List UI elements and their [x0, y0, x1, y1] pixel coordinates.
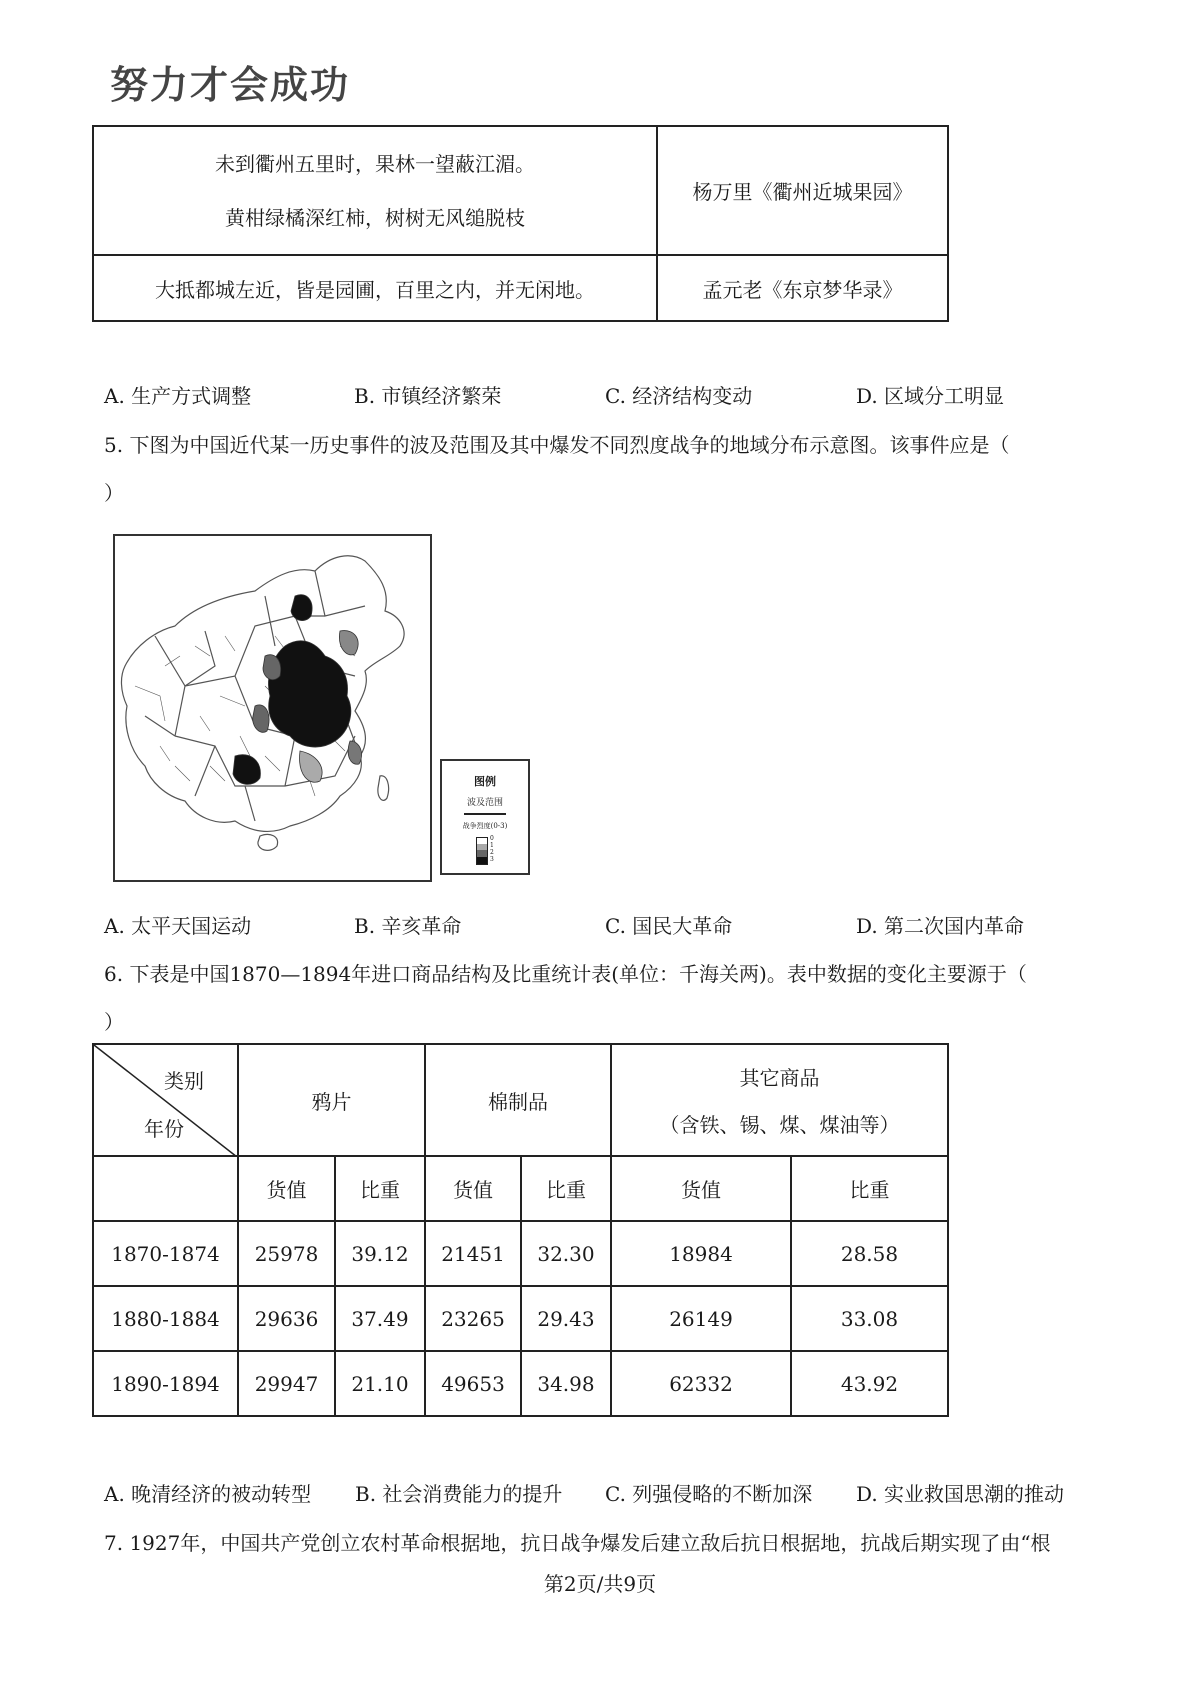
- q7-stem: 7. 1927年，中国共产党创立农村革命根据地，抗日战争爆发后建立敌后抗日根据地，抗战后期实现了由“根: [104, 1531, 1051, 1555]
- page-header-title: 努力才会成功: [110, 63, 351, 107]
- header-cotton: 棉制品: [425, 1044, 611, 1156]
- subheader-blank: [93, 1156, 238, 1221]
- legend-scale-2: 2: [490, 849, 494, 856]
- q6-stem: 6. 下表是中国1870—1894年进口商品结构及比重统计表(单位：千海关两)。表中数据的变化主要源于（: [104, 962, 1027, 986]
- q4-option-a: A. 生产方式调整: [104, 384, 252, 408]
- subheader-value: 货值: [611, 1156, 791, 1221]
- year-cell: 1890-1894: [93, 1351, 238, 1416]
- subheader-value: 货值: [238, 1156, 335, 1221]
- subheader-share: 比重: [335, 1156, 425, 1221]
- year-cell: 1870-1874: [93, 1221, 238, 1286]
- table-row: [93, 1221, 948, 1286]
- q6-option-b: B. 社会消费能力的提升: [355, 1482, 563, 1506]
- china-map-figure: [113, 534, 432, 882]
- corner-header-cell: [93, 1044, 238, 1156]
- legend-intensity-scale: [476, 837, 488, 865]
- table-row: [93, 1286, 948, 1351]
- legend-scale-1: 1: [490, 842, 494, 849]
- import-statistics-table: [92, 1043, 949, 1417]
- legend-swatch: [477, 850, 487, 857]
- table-row: [93, 1351, 948, 1416]
- page-footer: 第2页/共9页: [543, 1572, 657, 1596]
- data-cell: 21.10: [335, 1351, 425, 1416]
- q5-stem-end: ）: [104, 481, 124, 505]
- subheader-share: 比重: [521, 1156, 611, 1221]
- poem-line: 黄柑绿橘深红柿，树树无风缒脱枝: [225, 205, 525, 230]
- header-opium: 鸦片: [238, 1044, 425, 1156]
- poem-cell: [93, 255, 657, 321]
- data-cell: 28.58: [791, 1221, 948, 1286]
- q6-option-c: C. 列强侵略的不断加深: [605, 1482, 813, 1506]
- q5-option-b: B. 辛亥革命: [354, 914, 462, 938]
- china-map-svg: [115, 536, 430, 880]
- data-cell: 34.98: [521, 1351, 611, 1416]
- poem-source: 杨万里《衢州近城果园》: [657, 126, 948, 255]
- year-cell: 1880-1884: [93, 1286, 238, 1351]
- data-cell: 21451: [425, 1221, 521, 1286]
- hainan-island: [258, 834, 278, 850]
- q4-option-c: C. 经济结构变动: [605, 384, 753, 408]
- legend-scale-3: 3: [490, 856, 494, 863]
- legend-range-line: [464, 813, 506, 815]
- q5-option-c: C. 国民大革命: [605, 914, 733, 938]
- intensity-3-region: [233, 755, 260, 785]
- q5-option-a: A. 太平天国运动: [104, 914, 252, 938]
- intensity-3-region: [291, 595, 312, 621]
- legend-scale-labels: [490, 835, 494, 863]
- q4-option-d: D. 区域分工明显: [856, 384, 1005, 408]
- data-cell: 23265: [425, 1286, 521, 1351]
- data-cell: 33.08: [791, 1286, 948, 1351]
- legend-swatch: [477, 857, 487, 864]
- data-cell: 62332: [611, 1351, 791, 1416]
- data-cell: 29.43: [521, 1286, 611, 1351]
- poem-cell: [93, 126, 657, 255]
- intensity-2-region: [253, 705, 269, 732]
- data-cell: 25978: [238, 1221, 335, 1286]
- legend-scale-0: 0: [490, 835, 494, 842]
- legend-range-label: 波及范围: [466, 798, 503, 808]
- intensity-1-region: [300, 751, 322, 782]
- legend-title: 图例: [474, 775, 496, 788]
- poem-line: 未到衢州五里时，果林一望蔽江湄。: [215, 151, 535, 176]
- map-legend: [440, 759, 530, 875]
- country-outline: [121, 556, 404, 832]
- data-cell: 29636: [238, 1286, 335, 1351]
- header-other-goods-note: （含铁、锡、煤、煤油等）: [659, 1113, 900, 1137]
- header-other-goods-title: 其它商品: [739, 1066, 820, 1090]
- data-cell: 43.92: [791, 1351, 948, 1416]
- data-cell: 18984: [611, 1221, 791, 1286]
- q5-option-d: D. 第二次国内革命: [856, 914, 1025, 938]
- subheader-share: 比重: [791, 1156, 948, 1221]
- q4-option-b: B. 市镇经济繁荣: [354, 384, 502, 408]
- intensity-2-region: [339, 631, 358, 655]
- subheader-value: 货值: [425, 1156, 521, 1221]
- taiwan-island: [378, 776, 389, 801]
- data-cell: 39.12: [335, 1221, 425, 1286]
- legend-intensity-label: 战争烈度(0-3): [462, 822, 508, 830]
- data-cell: 26149: [611, 1286, 791, 1351]
- poem-source: 孟元老《东京梦华录》: [657, 255, 948, 321]
- corner-header-bottom: 年份: [144, 1117, 184, 1141]
- data-cell: 49653: [425, 1351, 521, 1416]
- intensity-3-region: [268, 641, 350, 747]
- q6-option-d: D. 实业救国思潮的推动: [856, 1482, 1065, 1506]
- data-cell: 37.49: [335, 1286, 425, 1351]
- poem-line: 大抵都城左近，皆是园圃，百里之内，并无闲地。: [155, 277, 595, 302]
- q6-stem-end: ）: [104, 1010, 124, 1034]
- data-cell: 32.30: [521, 1221, 611, 1286]
- intensity-2-region: [348, 741, 361, 764]
- corner-header-top: 类别: [164, 1069, 204, 1093]
- q5-stem: 5. 下图为中国近代某一历史事件的波及范围及其中爆发不同烈度战争的地域分布示意图。该事件应是（: [104, 433, 1010, 457]
- q6-option-a: A. 晚清经济的被动转型: [104, 1482, 312, 1506]
- data-cell: 29947: [238, 1351, 335, 1416]
- header-other-goods: [611, 1044, 948, 1156]
- poem-table: [92, 125, 949, 322]
